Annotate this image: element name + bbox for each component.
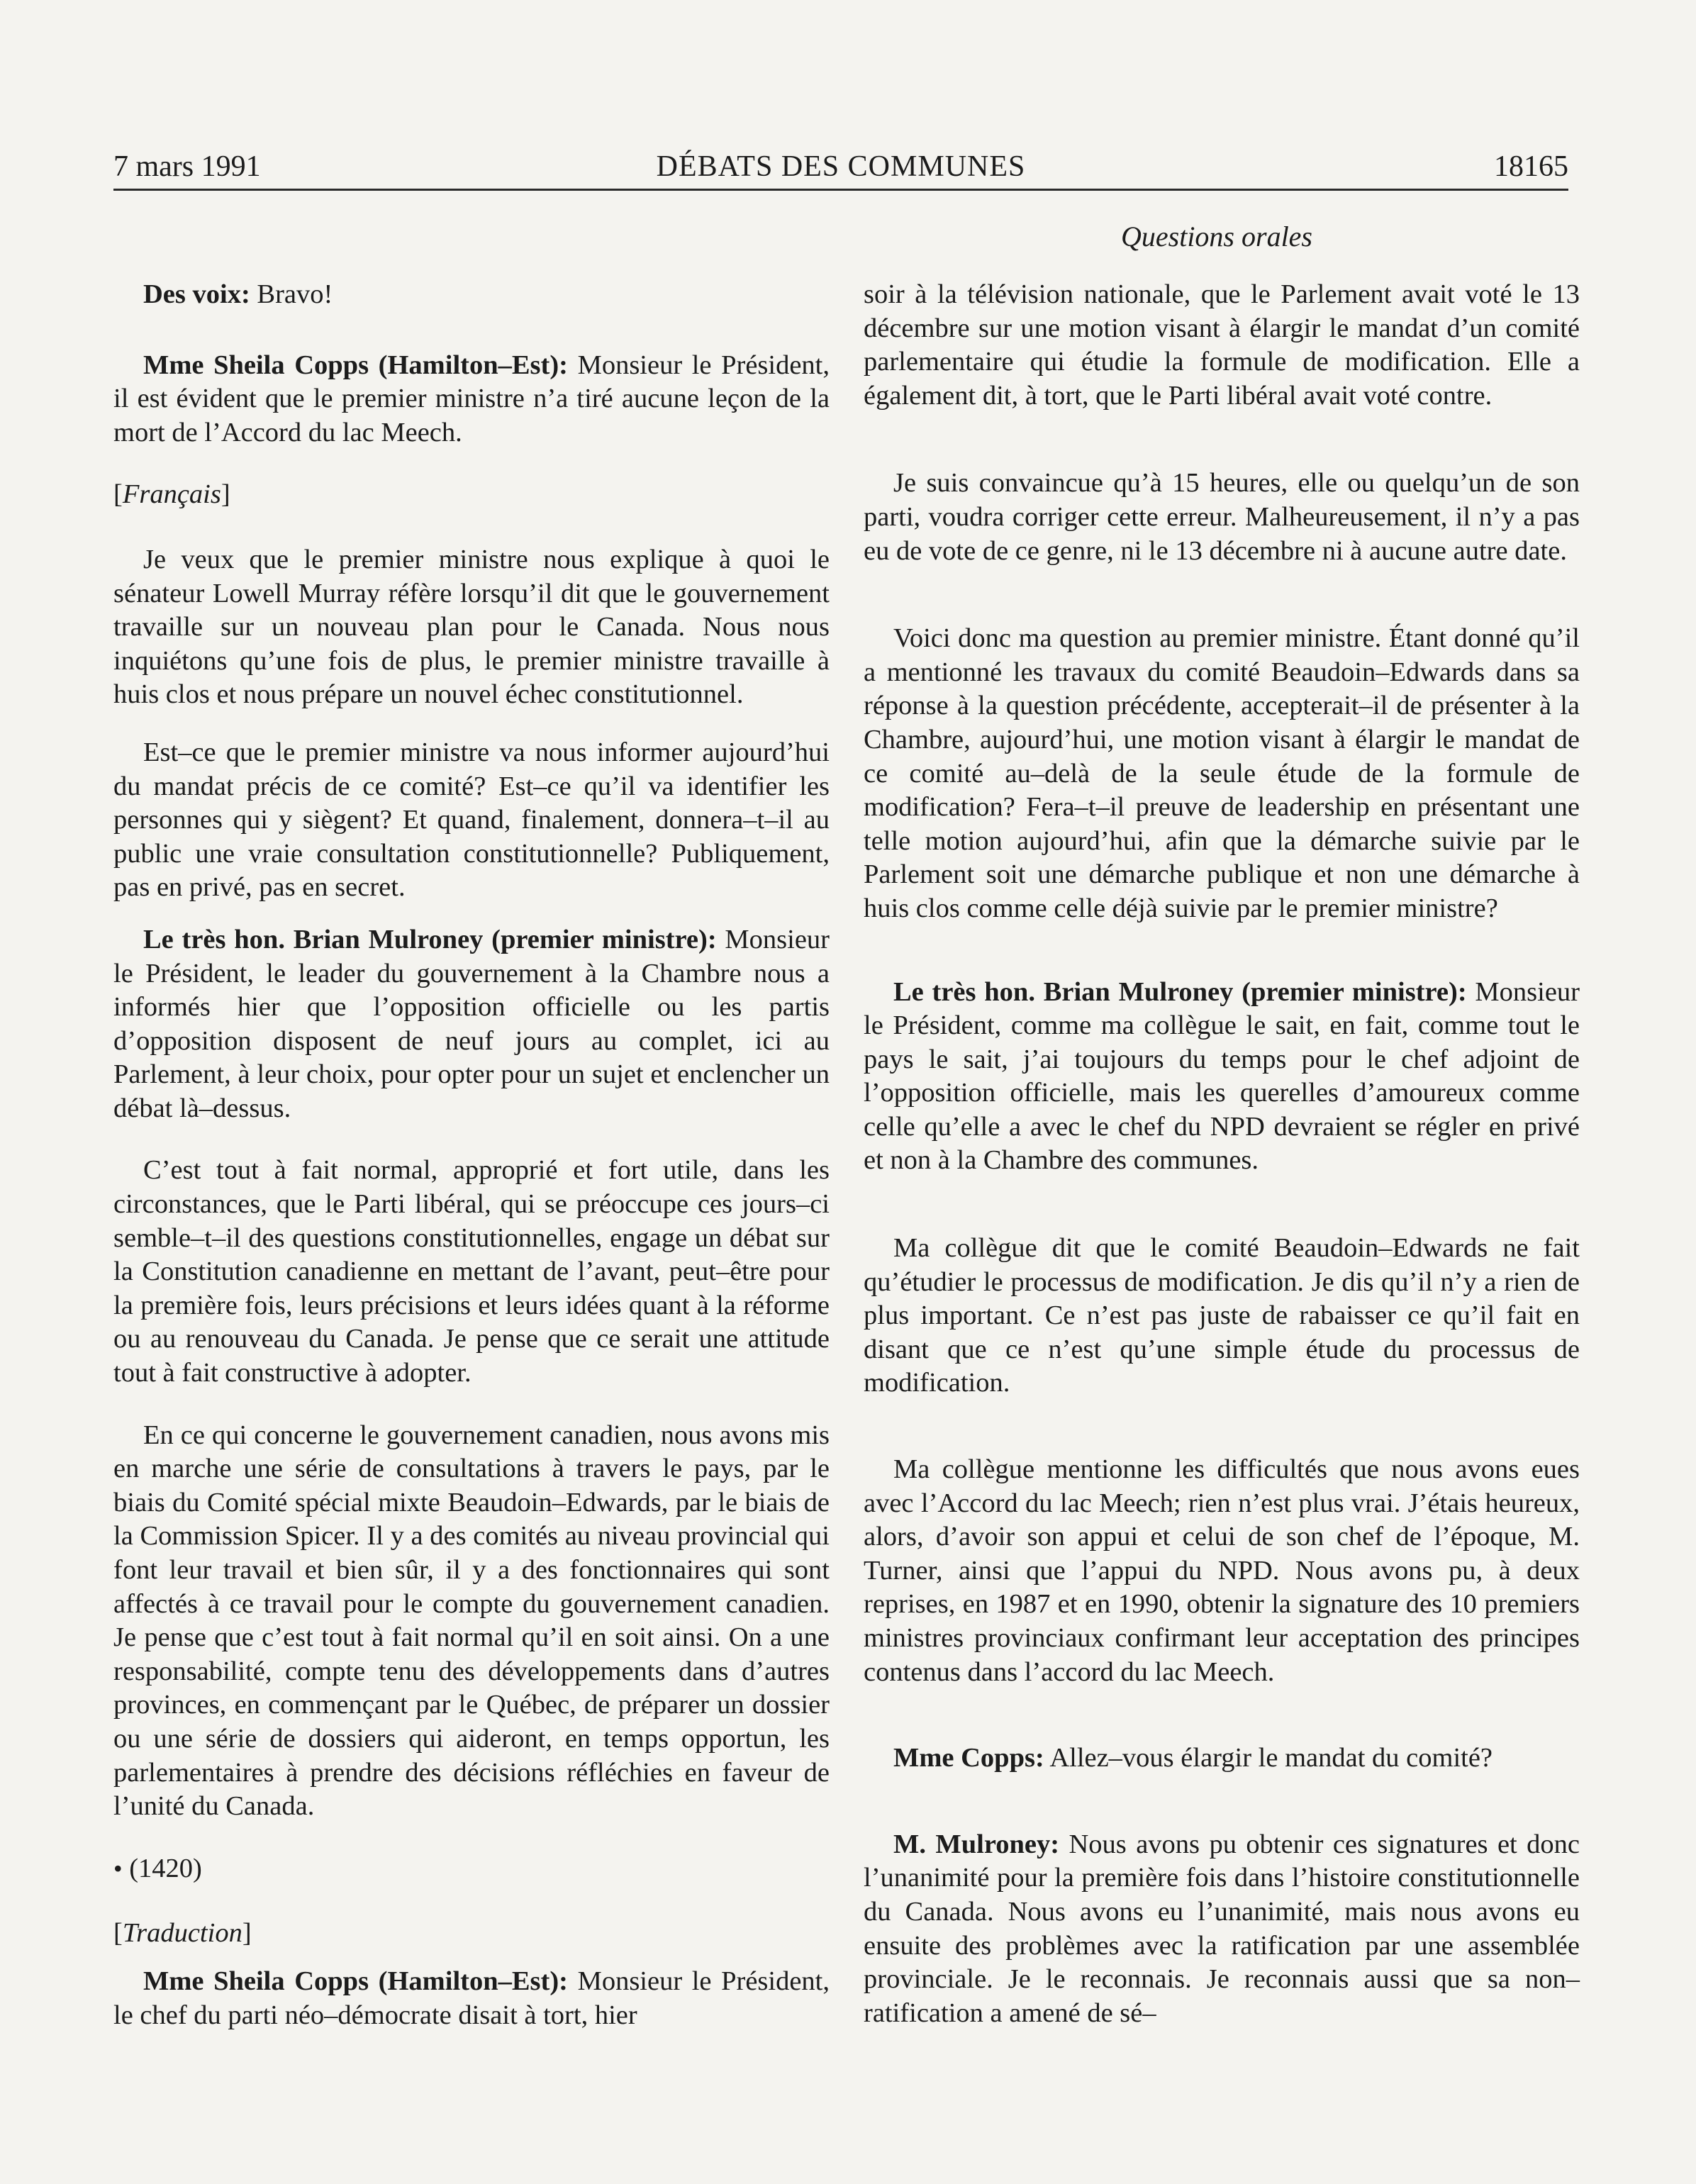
- paragraph: [113, 349, 830, 450]
- time-marker: • (1420): [113, 1853, 202, 1883]
- header-rule: [113, 189, 1568, 191]
- paragraph: Ma collègue mentionne les difficultés que nous avons eues avec l’Accord du lac Meech; rien n’est plus vrai. J’étais heureux, alors, d’avoir son appui et celui de son chef de l’époque, M. Turner, ainsi que l’appui du NPD. Nous avons pu, à deux reprises, en 1987 et en 1990, obtenir la signature des 10 premiers ministres provinciaux confirmant leur acceptation des principes contenus dans l’accord du lac Meech.: [864, 1454, 1580, 1687]
- paragraph: soir à la télévision nationale, que le Parlement avait voté le 13 décembre sur une motion visant à élargir le mandat d’un comité parlementaire qui étudie la formule de modification. Elle a également dit, à tort, que le Parti libéral avait voté contre.: [864, 279, 1580, 411]
- page-header: [113, 145, 1568, 188]
- paragraph: Voici donc ma question au premier ministre. Étant donné qu’il a mentionné les travaux du comité Beaudoin–Edwards dans sa réponse à la question précédente, accepterait–il de présenter à la Chambre, aujourd’hui, une motion visant à élargir le mandat de ce comité au–delà de la seule étude de la formule de modification? Fera–t–il preuve de leadership en présentant une telle motion aujourd’hui, afin que la démarche suivie par le Parlement soit une démarche publique et non une démarche à huis clos comme celle déjà suivie par le premier ministre?: [864, 623, 1580, 923]
- speech-text: Monsieur le Président, comme ma collègue le sait, en fait, comme tout le pays le sait, j’ai toujours du temps pour le chef adjoint de l’opposition officielle, mais les querelles d’amoureux comme celle qu’elle a avec le chef du NPD devraient se régler en privé et non à la Chambre des communes.: [864, 976, 1580, 1176]
- section-heading: Questions orales: [1121, 221, 1312, 252]
- paragraph: [864, 976, 1580, 1179]
- speaker-name: Mme Sheila Copps (Hamilton–Est):: [143, 1966, 568, 1996]
- paragraph: C’est tout à fait normal, approprié et fort utile, dans les circonstances, que le Parti libéral, qui se préoccupe ces jours–ci semble–t–il des questions constitutionnelles, engage un débat sur la Constitution canadienne en mettant de l’avant, peut–être pour la première fois, leurs précisions et leurs idées quant à la réforme ou au renouveau du Canada. Je pense que ce serait une attitude tout à fait constructive à adopter.: [113, 1155, 830, 1388]
- paragraph: Est–ce que le premier ministre va nous informer aujourd’hui du mandat précis de ce comité? Est–ce qu’il va identifier les personnes qui y siègent? Et quand, finalement, donnera–t–il au public une vraie consultation constitutionnelle? Publiquement, pas en privé, pas en secret.: [113, 737, 830, 903]
- paragraph: En ce qui concerne le gouvernement canadien, nous avons mis en marche une série de consultations à travers le pays, par le biais du Comité spécial mixte Beaudoin–Edwards, par le biais de la Commission Spicer. Il y a des comités au niveau provincial qui font leur travail et bien sûr, il y a des fonctionnaires qui sont affectés à ce travail pour le compte du gouvernement canadien. Je pense que c’est tout à fait normal qu’il en soit ainsi. On a une responsabilité, compte tenu des développements dans d’autres provinces, en commençant par le Québec, de préparer un dossier ou une série de dossiers qui aideront, en temps opportun, les parlementaires à prendre des décisions réfléchies en faveur de l’unité du Canada.: [113, 1420, 830, 1822]
- language-label: Français: [122, 479, 221, 510]
- header-page-number: 18165: [1494, 150, 1568, 183]
- paragraph: Je veux que le premier ministre nous explique à quoi le sénateur Lowell Murray réfère lorsqu’il dit que le gouvernement travaille sur un nouveau plan pour le Canada. Nous nous inquiétons qu’une fois de plus, le premier ministre travaille à huis clos et nous prépare un nouvel échec constitutionnel.: [113, 544, 830, 710]
- paragraph: Je suis convaincue qu’à 15 heures, elle ou quelqu’un de son parti, voudra corriger cette erreur. Malheureusement, il n’y a pas eu de vote de ce genre, ni le 13 décembre ni à aucune autre date.: [864, 468, 1580, 566]
- left-column: [113, 278, 830, 2032]
- paragraph: [864, 1828, 1580, 2031]
- speech-text: Monsieur le Président, le chef du parti néo–démocrate disait à tort, hier: [113, 1966, 830, 2030]
- paragraph: [113, 278, 830, 312]
- bullet-icon: •: [113, 1854, 123, 1883]
- speech-text: Allez–vous élargir le mandat du comité?: [1044, 1743, 1493, 1773]
- speech-text: Monsieur le Président, le leader du gouvernement à la Chambre nous a informés hier que l’opposition officielle ou les partis d’opposition disposent de neuf jours au complet, ici au Parlement, à leur choix, pour opter pour un sujet et enclencher un débat là–dessus.: [113, 924, 830, 1123]
- header-title: DÉBATS DES COMMUNES: [656, 150, 1026, 183]
- speaker-name: Mme Copps:: [893, 1743, 1044, 1773]
- speaker-name: Le très hon. Brian Mulroney (premier ministre):: [143, 924, 717, 954]
- speaker-name: Mme Sheila Copps (Hamilton–Est):: [143, 350, 568, 380]
- speech-text: Nous avons pu obtenir ces signatures et donc l’unanimité pour la première fois dans l’histoire constitutionnelle du Canada. Nous avons eu l’unanimité, mais nous avons eu ensuite des problèmes avec la ratification par une assemblée provinciale. Je le reconnais. Je reconnais aussi que sa non–ratification a amené de sé–: [864, 1829, 1580, 2028]
- paragraph: Ma collègue dit que le comité Beaudoin–Edwards ne fait qu’étudier le processus de modification. Je dis qu’il n’y a rien de plus important. Ce n’est pas juste de rabaisser ce qu’il fait en disant que ce n’est qu’une simple étude du processus de modification.: [864, 1233, 1580, 1398]
- right-column: [864, 278, 1580, 2030]
- paragraph: [113, 1965, 830, 2032]
- paragraph: [113, 923, 830, 1126]
- language-marker: [Traduction]: [113, 1918, 252, 1949]
- speaker-name: Le très hon. Brian Mulroney (premier ministre):: [893, 976, 1467, 1007]
- header-date: 7 mars 1991: [113, 150, 261, 183]
- speech-text: Monsieur le Président, il est évident que le premier ministre n’a tiré aucune leçon de la mort de l’Accord du lac Meech.: [113, 350, 830, 447]
- speaker-name: M. Mulroney:: [893, 1829, 1060, 1859]
- paragraph: [864, 1742, 1580, 1776]
- language-label: Traduction: [122, 1918, 242, 1949]
- speaker-name: Des voix:: [143, 279, 250, 309]
- language-marker: [Français]: [113, 479, 230, 510]
- speech-text: Bravo!: [250, 279, 333, 309]
